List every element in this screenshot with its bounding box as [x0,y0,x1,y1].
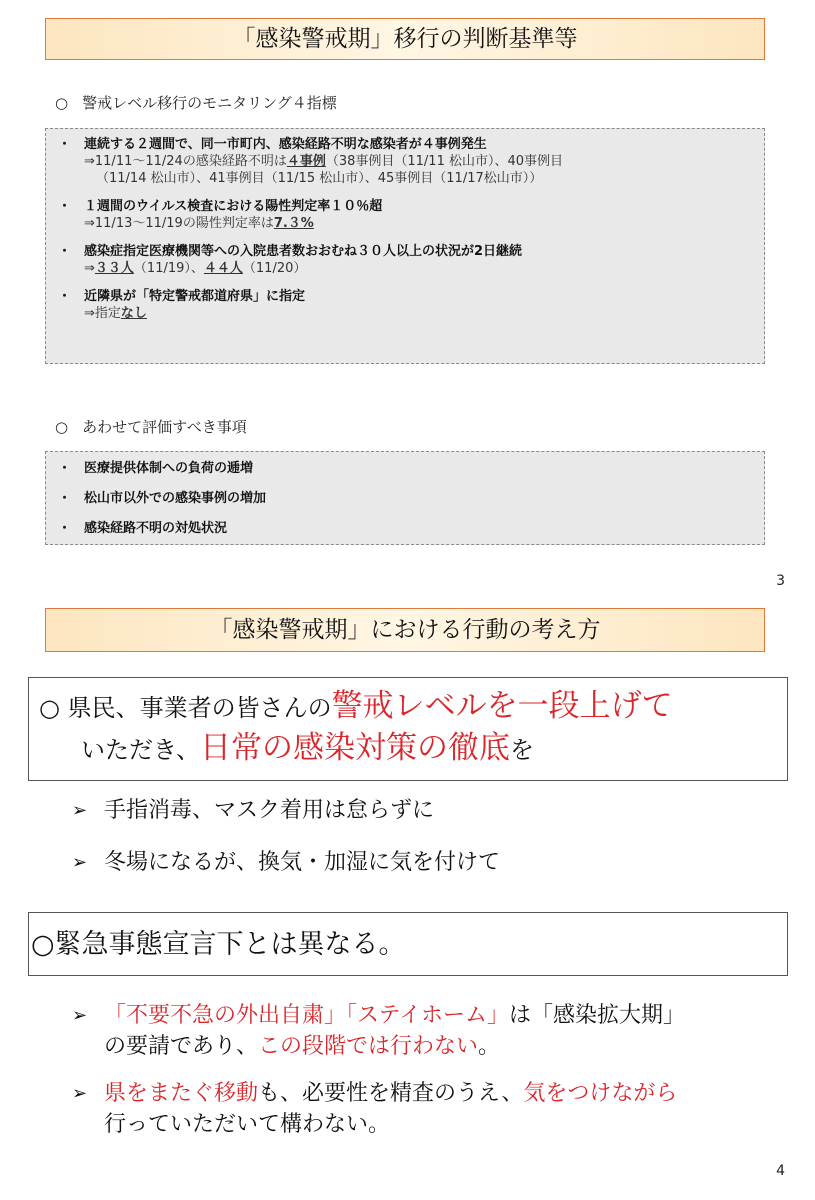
detail-highlight: 7.３% [273,216,314,231]
indicators-box [45,128,765,364]
list-item [72,1000,792,1062]
bullet-icon: ・ [58,199,72,214]
matter-text: 医療提供体制への負荷の逓増 [84,461,254,476]
section-heading-text: 警戒レベル移行のモニタリング４指標 [82,94,337,112]
arrow-bullet-icon: ➢ [72,1083,88,1104]
list-item [56,460,764,477]
matter-text: 松山市以外での感染事例の増加 [84,491,267,506]
point-text: 行っていただいて構わない。 [104,1112,391,1137]
matter-text: 感染経路不明の対処状況 [84,521,228,536]
arrow-bullet-icon: ➢ [72,1005,88,1026]
indicator-heading: １週間のウイルス検査における陽性判定率１０％超 [84,199,383,214]
emergency-note-box [28,912,788,976]
detail-highlight: ４４人 [203,261,243,276]
section-heading-matters [55,416,247,437]
emergency-note-text: ○緊急事態宣言下とは異なる。 [31,929,406,960]
list-item [56,288,764,322]
indicator-heading: 感染症指定医療機関等への入院患者数おおむね３０人以上の状況が2日継続 [84,244,523,259]
circle-bullet-icon: ○ [39,694,60,722]
key-message-line2 [39,728,787,770]
indicator-heading: 近隣県が「特定警戒都道府県」に指定 [84,289,306,304]
point-text: も、必要性を精査のうえ、 [258,1081,524,1106]
point-text: 冬場になるが、換気・加湿に気を付けて [104,850,501,875]
list-item [72,1078,792,1140]
point-text: 手指消毒、マスク着用は怠らずに [104,798,435,823]
points-list-2 [72,1000,792,1156]
detail-text: ⇒11/11～11/24の感染経路不明は [84,154,287,169]
list-item [72,795,792,827]
detail-text: （38事例目（11/11 松山市）、40事例目 [325,154,564,169]
message-emphasis: 警戒レベルを一段上げて [331,688,673,724]
message-emphasis: 日常の感染対策の徹底 [200,730,511,766]
list-item [56,520,764,537]
key-message-line1 [39,686,787,728]
message-text: 県民、事業者の皆さんの [59,694,332,722]
circle-bullet-icon: ○ [55,94,69,112]
list-item [56,136,764,187]
indicator-detail [84,215,764,232]
key-message-box [28,677,788,781]
point-emphasis: 「不要不急の外出自粛」「ステイホーム」 [104,1003,510,1028]
point-text: 。 [478,1034,501,1059]
message-text: を [510,736,535,764]
bullet-icon: ・ [58,491,72,506]
detail-text: ⇒指定 [84,306,121,321]
point-emphasis: 県をまたぐ移動 [104,1081,259,1106]
list-item [56,490,764,507]
bullet-icon: ・ [58,137,72,152]
detail-text: ⇒ [84,261,95,276]
point-text: の要請であり、 [104,1034,259,1059]
detail-text: ⇒11/13～11/19の陽性判定率は [84,216,274,231]
arrow-bullet-icon: ➢ [72,852,88,873]
detail-text: （11/19）、 [133,261,204,276]
matters-box [45,451,765,545]
section-heading-indicators [55,92,337,113]
list-item [56,198,764,232]
circle-bullet-icon: ○ [55,418,69,436]
detail-text: （11/20） [242,261,307,276]
bullet-icon: ・ [58,461,72,476]
page-number: 3 [776,573,785,589]
detail-highlight: ４事例 [286,154,326,169]
slide3-title: 「感染警戒期」移行の判断基準等 [45,18,765,60]
detail-highlight: なし [120,306,147,321]
page-number: 4 [776,1163,785,1179]
bullet-icon: ・ [58,244,72,259]
point-emphasis: この段階では行わない [258,1034,479,1059]
list-item [56,243,764,277]
message-text: いただき、 [81,736,201,764]
point-emphasis: 気をつけながら [523,1081,678,1106]
indicator-detail [84,260,764,277]
indicator-detail-cont: （11/14 松山市）、41事例目（11/15 松山市）、45事例目（11/17松山市）） [96,171,543,186]
section-heading-text: あわせて評価すべき事項 [82,418,247,436]
slide4-title: 「感染警戒期」における行動の考え方 [45,608,765,652]
indicator-detail [84,153,764,170]
indicator-heading: 連続する２週間で、同一市町内、感染経路不明な感染者が４事例発生 [84,137,487,152]
indicator-detail [84,305,764,322]
points-list-1 [72,795,792,899]
point-text: は「感染拡大期」 [509,1003,686,1028]
bullet-icon: ・ [58,521,72,536]
detail-highlight: ３３人 [94,261,134,276]
bullet-icon: ・ [58,289,72,304]
list-item [72,847,792,879]
arrow-bullet-icon: ➢ [72,800,88,821]
